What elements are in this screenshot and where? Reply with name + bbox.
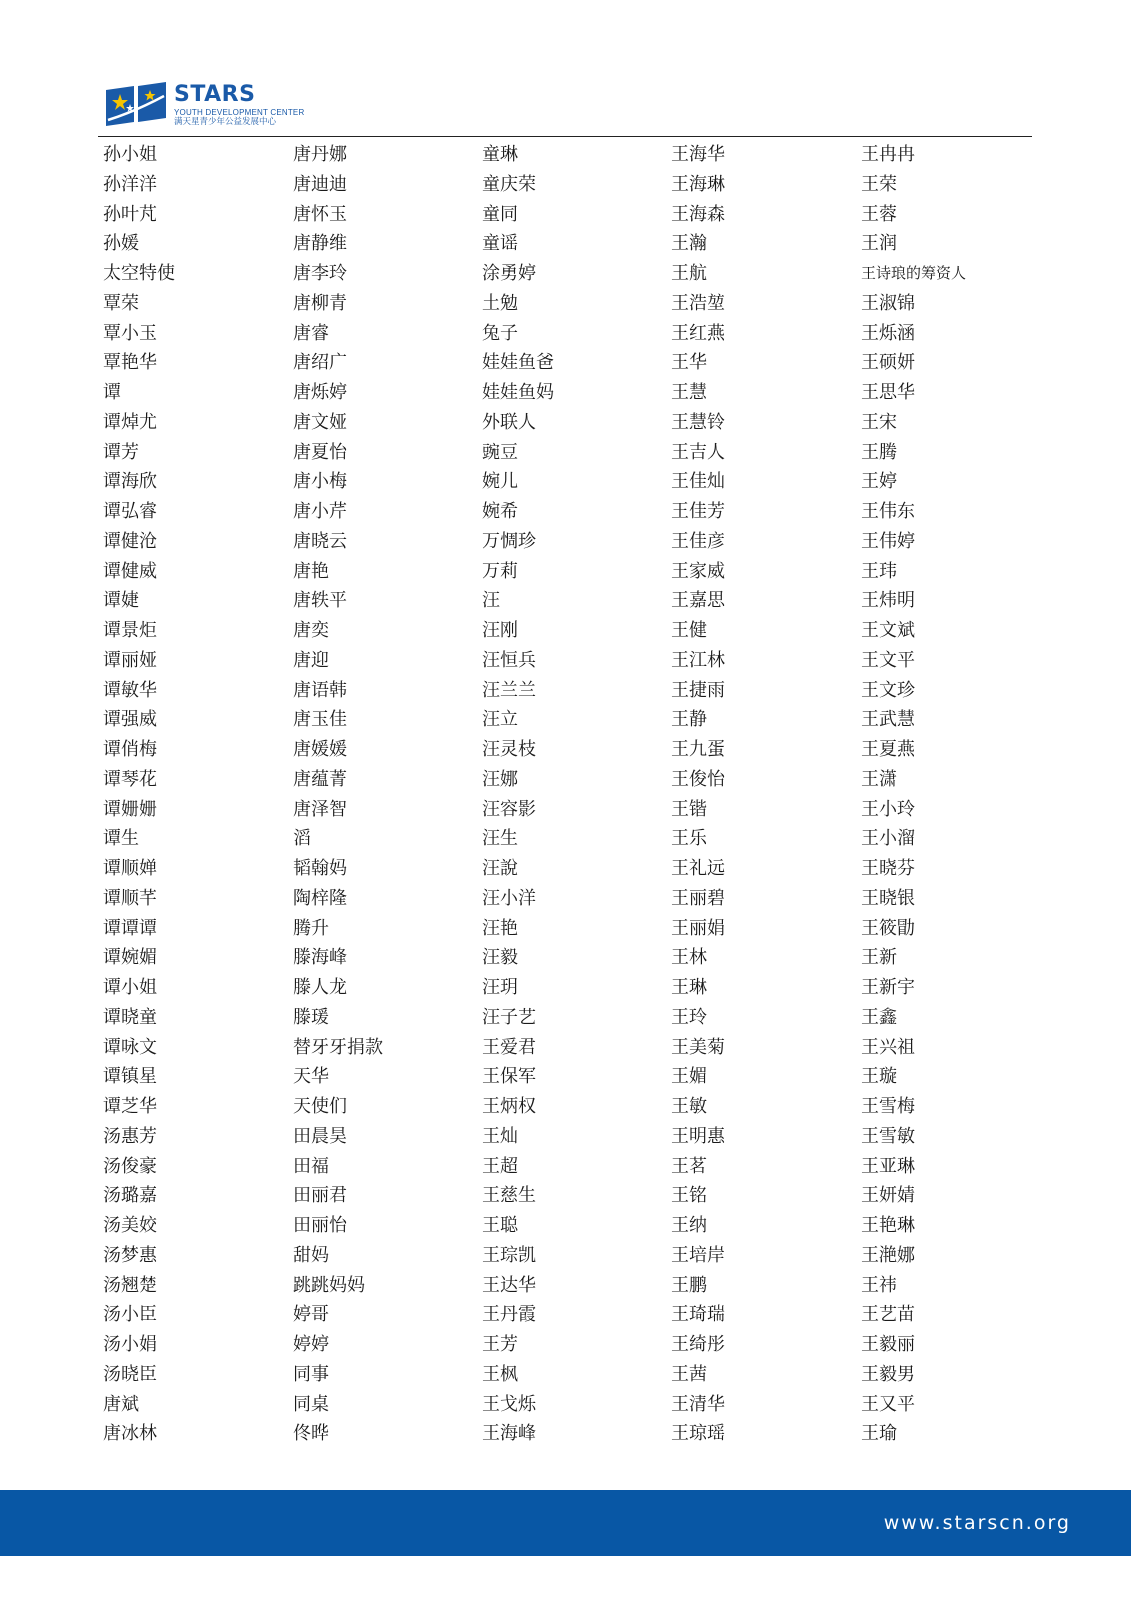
donor-name: 谭俏梅: [103, 739, 157, 760]
donor-name: 王又平: [861, 1393, 915, 1415]
donor-name: 唐文娅: [293, 411, 347, 433]
donor-name: 王硕妍: [861, 352, 915, 374]
donor-name: 王文平: [861, 649, 915, 671]
donor-name: 王健: [671, 620, 707, 641]
donor-name: 汪小洋: [482, 887, 536, 909]
donor-name: 涂勇婷: [482, 263, 536, 284]
donor-name: 覃艳华: [103, 352, 157, 374]
donor-name: 谭强威: [103, 709, 157, 731]
donor-name: 王静: [671, 709, 707, 731]
header: [104, 82, 364, 132]
donor-name: 王家威: [671, 560, 725, 582]
donor-name: 唐语韩: [293, 679, 347, 701]
donor-name: 王诗琅的筹资人: [861, 264, 967, 282]
donor-name: 外联人: [482, 411, 536, 433]
donor-name: 替牙牙捐款: [293, 1036, 383, 1058]
donor-name: 汪子艺: [482, 1006, 536, 1028]
name-column-5: [861, 140, 1051, 1449]
logo-text: [174, 82, 304, 127]
donor-name: 谭焯尤: [103, 411, 157, 433]
donor-name: 汤惠芳: [103, 1125, 157, 1147]
donor-name: 汪灵枝: [482, 739, 536, 760]
donor-name: 田晨昊: [293, 1125, 347, 1147]
donor-name: 王媚: [671, 1066, 707, 1088]
donor-name: 谭顺芊: [103, 887, 157, 909]
donor-name: 王俊怡: [671, 768, 725, 790]
donor-name: 汪毅: [482, 947, 518, 969]
donor-name: 王鑫: [861, 1006, 897, 1028]
donor-name: 唐晓云: [293, 530, 347, 552]
donor-name: 王浩堃: [671, 292, 725, 314]
donor-name: 王毅丽: [861, 1334, 915, 1355]
donor-name: 唐静维: [293, 233, 347, 255]
donor-name: 王新: [861, 947, 897, 969]
donor-name: 王纳: [671, 1215, 707, 1236]
donor-name: 佟晔: [293, 1423, 329, 1445]
donor-name: 王瑜: [861, 1423, 897, 1445]
logo-subtitle-cn: 满天星青少年公益发展中心: [174, 117, 277, 127]
donor-name: 腾升: [293, 917, 329, 939]
name-column-4: [671, 140, 861, 1449]
donor-name: 汤翘楚: [103, 1274, 157, 1296]
donor-name: 王雪梅: [861, 1096, 915, 1117]
donor-name: 王鹏: [671, 1274, 707, 1296]
donor-name: 汤小臣: [103, 1304, 157, 1326]
footer-bar: [0, 1490, 1131, 1556]
donor-name: 万惆珍: [482, 530, 536, 552]
donor-name: 王乐: [671, 828, 707, 850]
donor-name: 滕人龙: [293, 977, 347, 998]
donor-name: 王腾: [861, 441, 897, 463]
donor-name: 谭弘睿: [103, 501, 157, 522]
donor-name: 王武慧: [861, 709, 915, 731]
donor-name: 王思华: [861, 382, 915, 403]
donor-name: 谭咏文: [103, 1036, 157, 1058]
donor-name: 唐奕: [293, 620, 329, 641]
donor-name: 唐迪迪: [293, 173, 347, 195]
donor-name: 王戈烁: [482, 1393, 536, 1415]
donor-name: 王海森: [671, 203, 725, 225]
donor-name: 王慧铃: [671, 411, 725, 433]
donor-name: 谭健威: [103, 560, 157, 582]
donor-name: 谭谭谭: [103, 917, 157, 939]
donor-name: 滕海峰: [293, 947, 347, 969]
donor-name: 王培岸: [671, 1244, 725, 1266]
donor-name: 童同: [482, 203, 518, 225]
donor-name: 谭景炬: [103, 620, 157, 641]
donor-name: 王琦瑞: [671, 1304, 725, 1326]
donor-name: 天华: [293, 1066, 329, 1088]
donor-name: 谭健沧: [103, 530, 157, 552]
donor-name: 唐蕴菁: [293, 768, 347, 790]
donor-name: 唐睿: [293, 322, 329, 344]
donor-name: 谭海欣: [103, 471, 157, 493]
donor-name: 甜妈: [293, 1244, 329, 1266]
donor-name: 王毅男: [861, 1363, 915, 1385]
donor-name: 王江林: [671, 649, 725, 671]
donor-name: 王灿: [482, 1125, 518, 1147]
donor-name: 谭芝华: [103, 1096, 157, 1117]
donor-name: 汤晓臣: [103, 1363, 157, 1385]
donor-name: 谭: [103, 382, 121, 403]
donor-name: 王佳彦: [671, 530, 725, 552]
donor-name: 孙叶芃: [103, 203, 157, 225]
donor-name: 王敏: [671, 1096, 707, 1117]
donor-name: 谭生: [103, 828, 139, 850]
name-column-1: [103, 140, 293, 1449]
donor-name: 王超: [482, 1155, 518, 1177]
donor-name: 唐玉佳: [293, 709, 347, 731]
donor-name: 汪刚: [482, 620, 518, 641]
donor-name: 汤梦惠: [103, 1244, 157, 1266]
donor-name: 王艺苗: [861, 1304, 915, 1326]
donor-name: 汪艳: [482, 917, 518, 939]
donor-name: 谭婉媚: [103, 947, 157, 969]
donor-name: 汪恒兵: [482, 649, 536, 671]
donor-name: 谭顺婵: [103, 858, 157, 879]
donor-name: 王捷雨: [671, 679, 725, 701]
donor-name: 王海华: [671, 144, 725, 165]
donor-name: 豌豆: [482, 441, 518, 463]
donor-name: 王筱勖: [861, 917, 915, 939]
donor-name: 王瀚: [671, 233, 707, 255]
donor-name: 王茜: [671, 1363, 707, 1385]
donor-name: 王小玲: [861, 798, 915, 820]
donor-name: 唐柳青: [293, 292, 347, 314]
donor-name: 王佳灿: [671, 471, 725, 493]
donor-name: 婷婷: [293, 1334, 329, 1355]
donor-name: 童琳: [482, 144, 518, 165]
donor-name: 王铭: [671, 1185, 707, 1207]
donor-name: 王婷: [861, 471, 897, 493]
donor-name: 汤璐嘉: [103, 1185, 157, 1207]
donor-name: 唐小梅: [293, 471, 347, 493]
donor-name: 王宋: [861, 411, 897, 433]
donor-name: 王小溜: [861, 828, 915, 850]
header-divider: [98, 136, 1032, 137]
donor-name: 孙洋洋: [103, 173, 157, 195]
donor-name: 谭芳: [103, 441, 139, 463]
donor-name: 谭琴花: [103, 768, 157, 790]
donor-name: 王华: [671, 352, 707, 374]
donor-name: 汪說: [482, 858, 518, 879]
donor-name: 王雪敏: [861, 1125, 915, 1147]
donor-name: 谭婕: [103, 590, 139, 612]
donor-name: 王达华: [482, 1274, 536, 1296]
donor-name: 娃娃鱼爸: [482, 352, 554, 374]
donor-name: 王祎: [861, 1274, 897, 1296]
donor-name: 谭敏华: [103, 679, 157, 701]
donor-name: 婉儿: [482, 471, 518, 493]
donor-name: 孙媛: [103, 233, 139, 255]
donor-name: 唐媛媛: [293, 739, 347, 760]
donor-name: 跳跳妈妈: [293, 1274, 365, 1296]
donor-name: 天使们: [293, 1096, 347, 1117]
donor-name: 王炜明: [861, 590, 915, 612]
donor-name: 王九蛋: [671, 739, 725, 760]
donor-name: 王林: [671, 947, 707, 969]
donor-name: 王玮: [861, 560, 897, 582]
donor-name: 覃小玉: [103, 322, 157, 344]
donor-name: 同事: [293, 1363, 329, 1385]
donor-name: 王亚琳: [861, 1155, 915, 1177]
donor-name: 唐轶平: [293, 590, 347, 612]
donor-name: 覃荣: [103, 292, 139, 314]
donor-name: 汪兰兰: [482, 679, 536, 701]
donor-name: 唐泽智: [293, 798, 347, 820]
donor-name: 王航: [671, 263, 707, 284]
donor-name: 王嘉思: [671, 590, 725, 612]
donor-name: 孙小姐: [103, 144, 157, 165]
donor-name: 唐冰林: [103, 1423, 157, 1445]
donor-name: 王滟娜: [861, 1244, 915, 1266]
donor-name: 王礼远: [671, 858, 725, 879]
donor-name: 王蓉: [861, 203, 897, 225]
donor-name: 王海琳: [671, 173, 725, 195]
donor-name: 谭姗姗: [103, 798, 157, 820]
donor-name: 唐绍广: [293, 352, 347, 374]
donor-name: 汪容影: [482, 798, 536, 820]
donor-name: 汪生: [482, 828, 518, 850]
stars-logo-icon: [104, 82, 168, 128]
donor-name: 王新宇: [861, 977, 915, 998]
donor-name: 土勉: [482, 292, 518, 314]
donor-name: 王荣: [861, 173, 897, 195]
donor-name: 王吉人: [671, 441, 725, 463]
donor-name: 王玲: [671, 1006, 707, 1028]
donor-name: 唐夏怡: [293, 441, 347, 463]
donor-name: 娃娃鱼妈: [482, 382, 554, 403]
donor-name-list: [103, 140, 1033, 1445]
donor-name: 王丽碧: [671, 887, 725, 909]
donor-name: 王潇: [861, 768, 897, 790]
donor-name: 汪玥: [482, 977, 518, 998]
name-column-2: [293, 140, 483, 1449]
donor-name: 兔子: [482, 322, 518, 344]
donor-name: 同桌: [293, 1393, 329, 1415]
donor-name: 王艳琳: [861, 1215, 915, 1236]
donor-name: 王锴: [671, 798, 707, 820]
donor-name: 王佳芳: [671, 501, 725, 522]
donor-name: 童谣: [482, 233, 518, 255]
donor-name: 王海峰: [482, 1423, 536, 1445]
donor-name: 谭丽娅: [103, 649, 157, 671]
donor-name: 汤美姣: [103, 1215, 157, 1236]
donor-name: 唐烁婷: [293, 382, 347, 403]
donor-name: 田丽怡: [293, 1215, 347, 1236]
donor-name: 王美菊: [671, 1036, 725, 1058]
donor-name: 谭晓童: [103, 1006, 157, 1028]
donor-name: 王琳: [671, 977, 707, 998]
donor-name: 王保军: [482, 1066, 536, 1088]
donor-name: 田丽君: [293, 1185, 347, 1207]
donor-name: 王丽娟: [671, 917, 725, 939]
donor-name: 滕瑗: [293, 1006, 329, 1028]
donor-name: 唐小芹: [293, 501, 347, 522]
donor-name: 王琮凯: [482, 1244, 536, 1266]
donor-name: 王晓芬: [861, 858, 915, 879]
donor-name: 王枫: [482, 1363, 518, 1385]
donor-name: 唐艳: [293, 560, 329, 582]
donor-name: 王烁涵: [861, 322, 915, 344]
footer-website-link[interactable]: www.starscn.org: [883, 1512, 1071, 1534]
donor-name: 唐丹娜: [293, 144, 347, 165]
logo-subtitle-en: YOUTH DEVELOPMENT CENTER: [174, 108, 305, 117]
donor-name: 汤俊豪: [103, 1155, 157, 1177]
donor-name: 王文珍: [861, 679, 915, 701]
donor-name: 婷哥: [293, 1304, 329, 1326]
donor-name: 王茗: [671, 1155, 707, 1177]
donor-name: 谭小姐: [103, 977, 157, 998]
donor-name: 婉希: [482, 501, 518, 522]
donor-name: 王爱君: [482, 1036, 536, 1058]
donor-name: 王清华: [671, 1393, 725, 1415]
donor-name: 王文斌: [861, 620, 915, 641]
donor-name: 王伟婷: [861, 530, 915, 552]
donor-name: 唐斌: [103, 1393, 139, 1415]
donor-name: 王聪: [482, 1215, 518, 1236]
donor-name: 王芳: [482, 1334, 518, 1355]
donor-name: 王慧: [671, 382, 707, 403]
donor-name: 王绮彤: [671, 1334, 725, 1355]
donor-name: 王伟东: [861, 501, 915, 522]
donor-name: 滔: [293, 828, 311, 850]
donor-name: 万莉: [482, 560, 518, 582]
donor-name: 王丹霞: [482, 1304, 536, 1326]
donor-name: 王琼瑶: [671, 1423, 725, 1445]
donor-name: 王炳权: [482, 1096, 536, 1117]
donor-name: 王冉冉: [861, 144, 915, 165]
logo-title: STARS: [174, 82, 256, 107]
donor-name: 陶梓隆: [293, 887, 347, 909]
donor-name: 唐迎: [293, 649, 329, 671]
donor-name: 王慈生: [482, 1185, 536, 1207]
donor-name: 王夏燕: [861, 739, 915, 760]
donor-name: 韬翰妈: [293, 858, 347, 879]
donor-name: 汪娜: [482, 768, 518, 790]
donor-name: 王淑锦: [861, 292, 915, 314]
donor-name: 王璇: [861, 1066, 897, 1088]
donor-name: 王妍婧: [861, 1185, 915, 1207]
donor-name: 汪: [482, 590, 500, 612]
donor-name: 谭镇星: [103, 1066, 157, 1088]
donor-name: 唐李玲: [293, 263, 347, 284]
name-column-3: [482, 140, 672, 1449]
donor-name: 王红燕: [671, 322, 725, 344]
donor-name: 汪立: [482, 709, 518, 731]
donor-name: 太空特使: [103, 263, 175, 284]
donor-name: 王晓银: [861, 887, 915, 909]
donor-name: 王润: [861, 233, 897, 255]
donor-name: 唐怀玉: [293, 203, 347, 225]
donor-name: 王明惠: [671, 1125, 725, 1147]
donor-name: 童庆荣: [482, 173, 536, 195]
donor-name: 田福: [293, 1155, 329, 1177]
donor-name: 汤小娟: [103, 1334, 157, 1355]
donor-name: 王兴祖: [861, 1036, 915, 1058]
